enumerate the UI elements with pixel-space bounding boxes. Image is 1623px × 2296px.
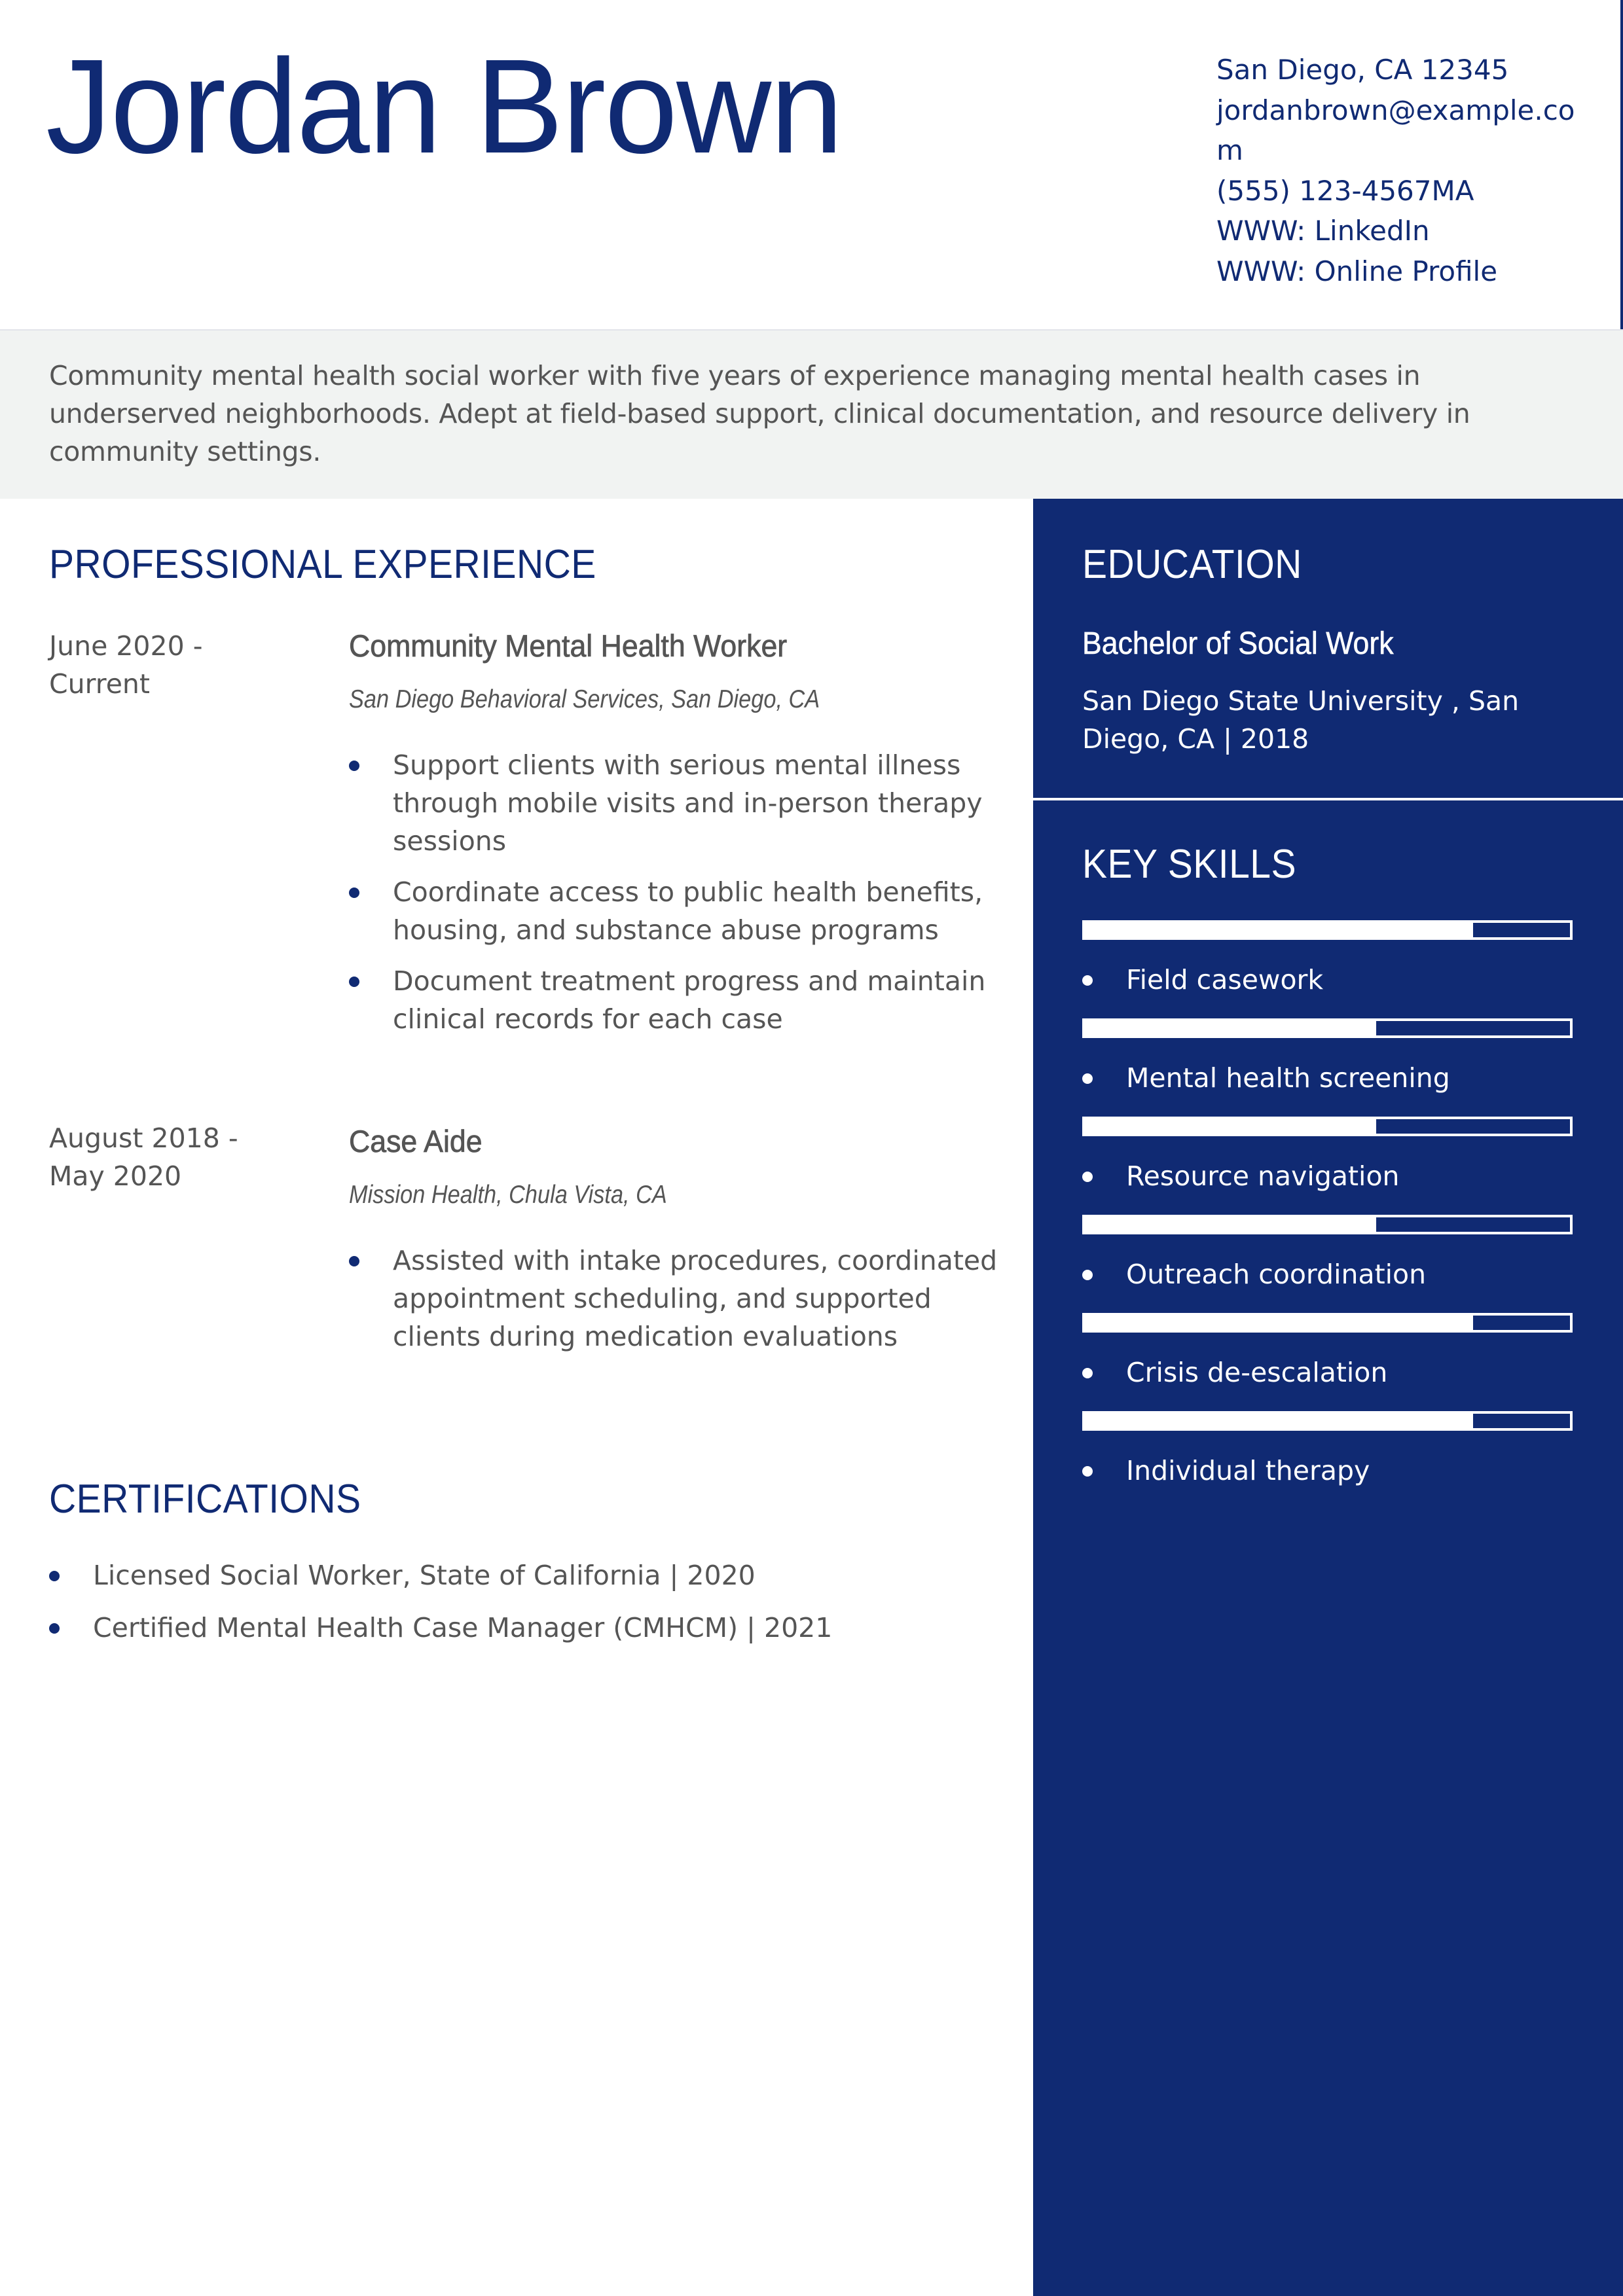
job-bullet: Coordinate access to public health benefits, housing, and substance abuse programs: [349, 873, 1004, 949]
job-company: Mission Health, Chula Vista, CA: [349, 1181, 667, 1209]
job-bullet: Document treatment progress and maintain clinical records for each case: [349, 962, 1004, 1038]
bullet-icon: [349, 1256, 359, 1266]
skill-item: [1082, 920, 1573, 999]
skill-item: [1082, 1215, 1573, 1293]
skill-bar: [1082, 1018, 1573, 1038]
skill-bar: [1082, 1411, 1573, 1431]
contact-email[interactable]: jordanbrown@example.com: [1216, 94, 1575, 166]
skill-bar: [1082, 1215, 1573, 1234]
skill-bar: [1082, 920, 1573, 940]
skill-label: Outreach coordination: [1082, 1255, 1573, 1293]
bullet-icon: [1082, 1368, 1093, 1378]
professional-summary: Community mental health social worker with five years of experience managing mental health cases in underserved neighborhoods. Adept at field-based support, clinical documentation, and resource delivery in community settings.: [49, 360, 1470, 467]
skill-label: Resource navigation: [1082, 1157, 1573, 1195]
skills-heading: KEY SKILLS: [1082, 842, 1296, 887]
job-title: Community Mental Health Worker: [349, 628, 788, 663]
bullet-icon: [1082, 1172, 1093, 1182]
certifications-list: [49, 1556, 998, 1661]
sidebar: [1033, 499, 1623, 2296]
bullet-icon: [49, 1571, 60, 1581]
certifications-heading: CERTIFICATIONS: [49, 1477, 361, 1522]
contact-phone: (555) 123-4567MA: [1216, 174, 1474, 207]
sidebar-divider: [1033, 798, 1623, 800]
skill-bar-fill: [1085, 1414, 1473, 1428]
skill-item: [1082, 1018, 1573, 1097]
contact-profile-link[interactable]: WWW: Online Profile: [1216, 255, 1498, 287]
bullet-icon: [349, 977, 359, 987]
skill-label: Mental health screening: [1082, 1059, 1573, 1097]
job-title: Case Aide: [349, 1124, 483, 1158]
skill-label: Field casework: [1082, 961, 1573, 999]
contact-linkedin-link[interactable]: WWW: LinkedIn: [1216, 215, 1430, 247]
bullet-icon: [349, 761, 359, 771]
job-bullet: Support clients with serious mental illness through mobile visits and in-person therapy sessions: [349, 746, 1004, 860]
bullet-icon: [1082, 1073, 1093, 1084]
skill-bar: [1082, 1117, 1573, 1136]
skill-item: [1082, 1313, 1573, 1391]
skill-bar: [1082, 1313, 1573, 1333]
job-bullets: [349, 746, 1004, 1051]
skill-bar-fill: [1085, 1119, 1376, 1134]
job-dates: June 2020 - Current: [49, 630, 203, 700]
skill-bar-fill: [1085, 1217, 1376, 1232]
experience-heading: PROFESSIONAL EXPERIENCE: [49, 542, 596, 587]
certification-item: Certified Mental Health Case Manager (CMHCM) | 2021: [49, 1609, 998, 1647]
skill-bar-fill: [1085, 1316, 1473, 1330]
education-heading: EDUCATION: [1082, 542, 1302, 587]
job-bullet: Assisted with intake procedures, coordinated appointment scheduling, and supported clients during medication evaluations: [349, 1242, 1004, 1355]
bullet-icon: [1082, 1270, 1093, 1280]
bullet-icon: [1082, 1466, 1093, 1477]
bullet-icon: [349, 888, 359, 898]
skill-label: Crisis de-escalation: [1082, 1354, 1573, 1391]
skill-item: [1082, 1411, 1573, 1490]
bullet-icon: [1082, 975, 1093, 986]
job-bullets: [349, 1242, 1004, 1369]
education-school: San Diego State University , San Diego, CA | 2018: [1082, 685, 1520, 755]
bullet-icon: [49, 1623, 60, 1634]
education-degree: Bachelor of Social Work: [1082, 626, 1394, 661]
skill-bar-fill: [1085, 1021, 1376, 1035]
job-dates: August 2018 - May 2020: [49, 1122, 238, 1192]
skill-label: Individual therapy: [1082, 1452, 1573, 1490]
candidate-name: Jordan Brown: [46, 31, 843, 181]
contact-address: San Diego, CA 12345: [1216, 54, 1509, 86]
contact-info: [1216, 50, 1583, 291]
certification-item: Licensed Social Worker, State of California | 2020: [49, 1556, 998, 1594]
skill-bar-fill: [1085, 923, 1473, 937]
skill-item: [1082, 1117, 1573, 1195]
job-company: San Diego Behavioral Services, San Diego, CA: [349, 685, 820, 713]
